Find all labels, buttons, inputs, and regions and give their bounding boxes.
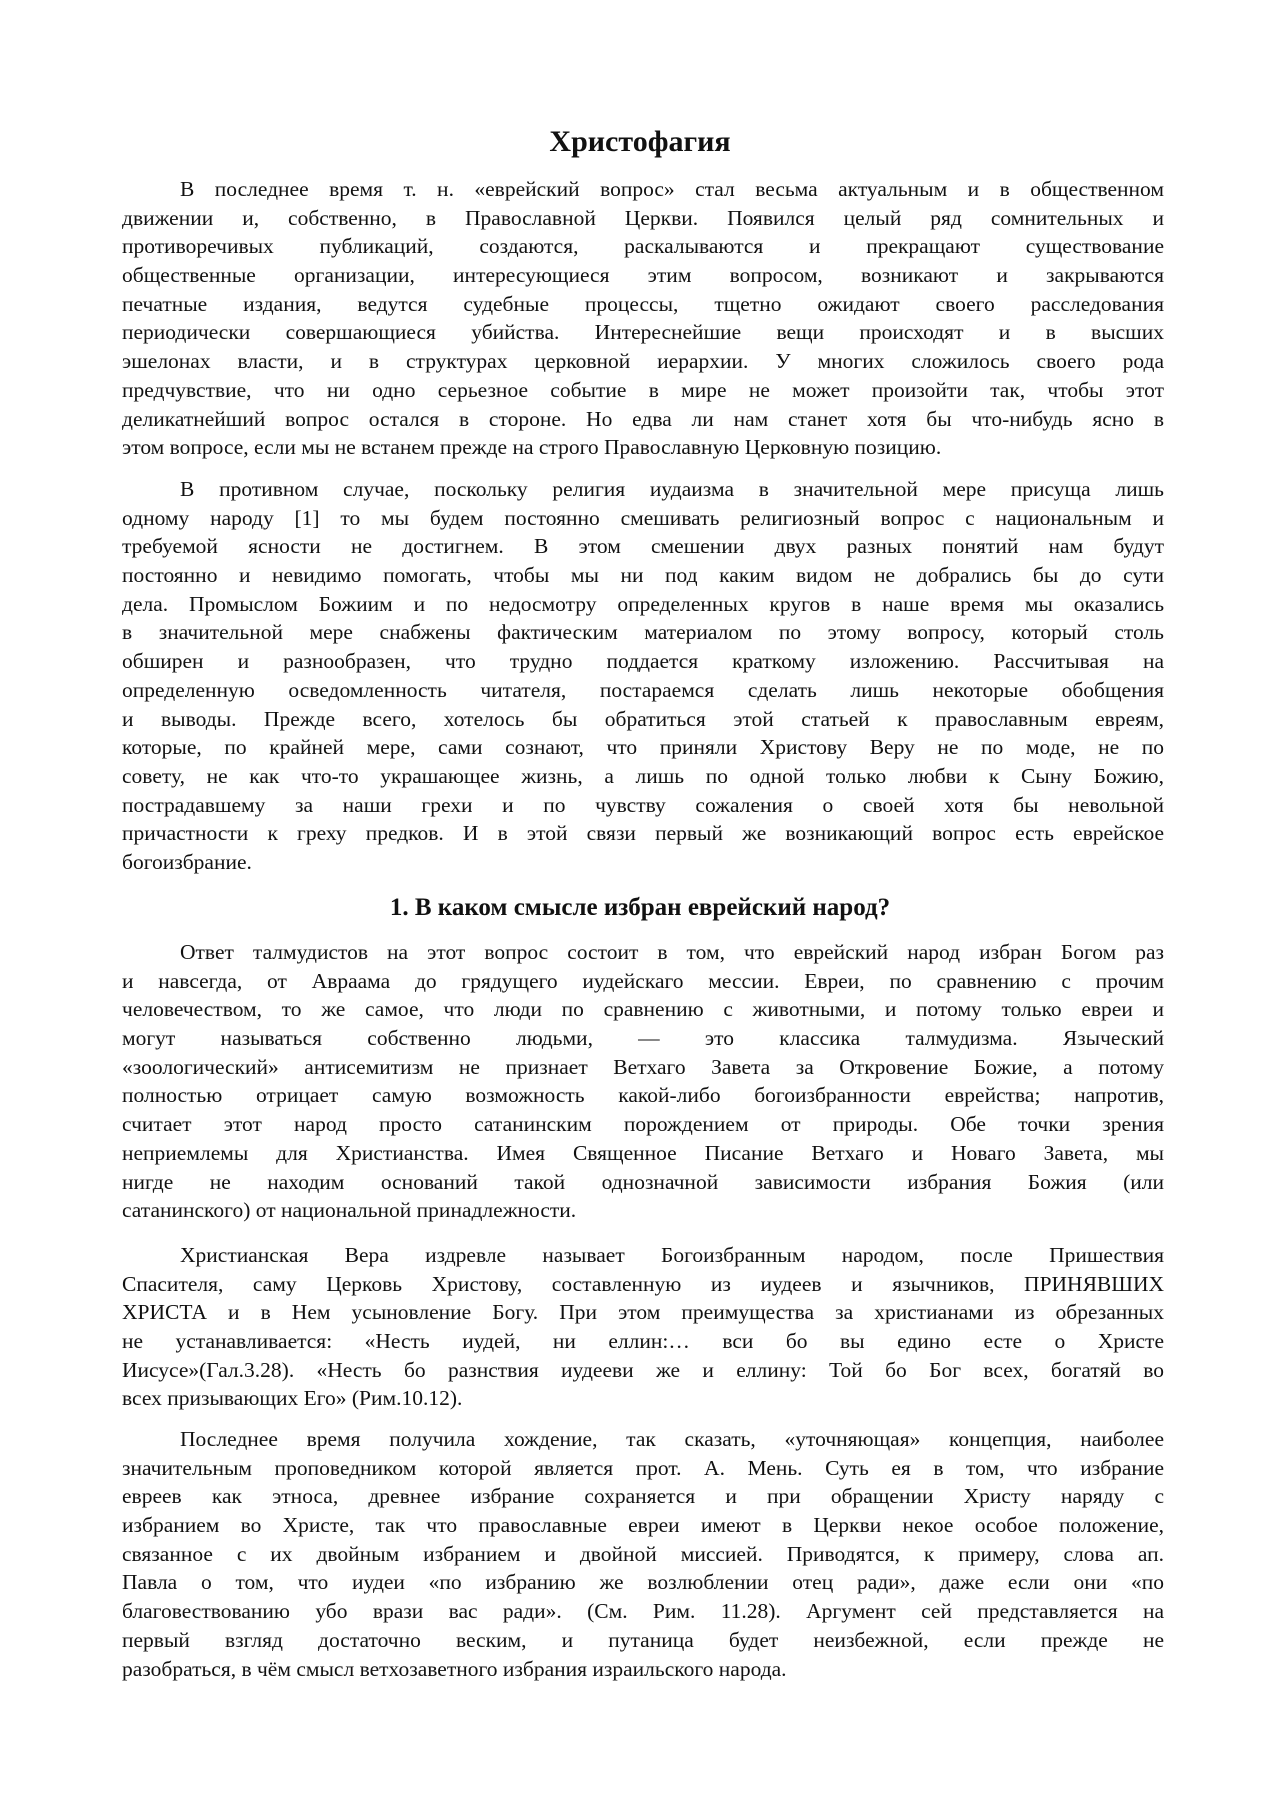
text-line: полностью отрицает самую возможность какой-либо богоизбранности еврейства; напротив, [122, 1083, 1164, 1108]
text-line: требуемой ясности не достигнем. В этом смешении двух разных понятий нам будут [122, 534, 1164, 559]
text-line: В противном случае, поскольку религия иудаизма в значительной мере присуща лишь [180, 477, 1164, 501]
text-line: сатанинского) от национальной принадлежности. [122, 1198, 577, 1223]
text-line: «зоологический» антисемитизм не признает Ветхаго Завета за Откровение Божие, а потому [122, 1054, 1164, 1079]
text-line: избранием во Христе, так что православные евреи имеют в Церкви некое особое положение, [122, 1513, 1164, 1538]
text-line: евреев как этноса, древнее избрание сохраняется и при обращении Христу наряду с [122, 1484, 1164, 1509]
text-line: и выводы. Прежде всего, хотелось бы обратиться этой статьей к православным евреям, [122, 706, 1164, 731]
text-line: обширен и разнообразен, что трудно поддается краткому изложению. Рассчитывая на [122, 649, 1164, 674]
text-line: связанное с их двойным избранием и двойной миссией. Приводятся, к примеру, слова ап. [122, 1541, 1164, 1566]
text-line: разобраться, в чём смысл ветхозаветного избрания израильского народа. [122, 1656, 787, 1681]
text-line: эшелонах власти, и в структурах церковной иерархии. У многих сложилось своего рода [122, 349, 1164, 374]
text-line: и навсегда, от Авраама до грядущего иудейскаго мессии. Евреи, по сравнению с прочим [122, 968, 1164, 993]
text-line: деликатнейший вопрос остался в стороне. Но едва ли нам станет хотя бы что-нибудь ясно в [122, 406, 1164, 431]
text-line: в значительной мере снабжены фактическим материалом по этому вопросу, который столь [122, 620, 1164, 645]
text-line: значительным проповедником которой является прот. А. Мень. Суть ея в том, что избрание [122, 1455, 1164, 1480]
text-line: неприемлемы для Христианства. Имея Священное Писание Ветхаго и Новаго Завета, мы [122, 1140, 1164, 1165]
text-line: этом вопросе, если мы не встанем прежде на строго Православную Церковную позицию. [122, 435, 942, 460]
text-line: В последнее время т. н. «еврейский вопрос» стал весьма актуальным и в общественном [180, 177, 1164, 201]
text-line: не устанавливается: «Несть иудей, ни еллин:… вси бо вы едино есте о Христе [122, 1329, 1164, 1354]
text-line: пострадавшему за наши грехи и по чувству сожаления о своей хотя бы невольной [122, 792, 1164, 817]
text-line: ХРИСТА и в Нем усыновление Богу. При этом преимущества за христианами из обрезанных [122, 1300, 1164, 1325]
document-title: Христофагия [549, 125, 731, 158]
text-line: Иисусе»(Гал.3.28). «Несть бо разнствия иудееви же и еллину: Той бо Бог всех, богатяй во [122, 1357, 1164, 1382]
text-line: которые, по крайней мере, сами сознают, что приняли Христову Веру не по моде, не по [122, 735, 1164, 760]
paragraph-5 [122, 1425, 1164, 1683]
text-line: предчувствие, что ни одно серьезное событие в мире не может произойти так, чтобы этот [122, 377, 1164, 402]
text-line: общественные организации, интересующиеся этим вопросом, возникают и закрываются [122, 263, 1164, 288]
text-line: одному народу [1] то мы будем постоянно смешивать религиозный вопрос с национальным и [122, 505, 1164, 530]
text-line: печатные издания, ведутся судебные процессы, тщетно ожидают своего расследования [122, 291, 1164, 316]
text-line: постоянно и невидимо помогать, чтобы мы ни под каким видом не добрались бы до сути [122, 563, 1164, 588]
paragraph-3 [122, 938, 1164, 1225]
text-line: движении и, собственно, в Православной Церкви. Появился целый ряд сомнительных и [122, 205, 1164, 230]
text-line: дела. Промыслом Божиим и по недосмотру определенных кругов в наше время мы оказались [122, 591, 1164, 616]
text-line: Павла о том, что иудеи «по избранию же возлюблении отец ради», даже если они «по [122, 1570, 1164, 1595]
text-line: Христианская Вера издревле называет Богоизбранным народом, после Пришествия [180, 1243, 1164, 1267]
text-line: совету, не как что-то украшающее жизнь, а лишь по одной только любви к Сыну Божию, [122, 763, 1164, 788]
text-line: всех призывающих Его» (Рим.10.12). [122, 1386, 463, 1411]
text-line: периодически совершающиеся убийства. Интереснейшие вещи происходят и в высших [122, 320, 1164, 345]
section-heading: 1. В каком смысле избран еврейский народ? [389, 894, 891, 921]
text-line: считает этот народ просто сатанинским порождением от природы. Обе точки зрения [122, 1112, 1164, 1137]
paragraph-4 [122, 1241, 1164, 1413]
text-line: Спасителя, саму Церковь Христову, составленную из иудеев и язычников, ПРИНЯВШИХ [122, 1271, 1164, 1296]
paragraph-1 [122, 175, 1164, 462]
text-line: причастности к греху предков. И в этой связи первый же возникающий вопрос есть еврейское [122, 821, 1164, 846]
text-line: богоизбрание. [122, 849, 252, 874]
text-line: Ответ талмудистов на этот вопрос состоит в том, что еврейский народ избран Богом раз [180, 940, 1164, 964]
text-line: нигде не находим оснований такой однозначной зависимости избрания Божия (или [122, 1169, 1164, 1194]
text-line: могут называться собственно людьми, — это классика талмудизма. Языческий [122, 1026, 1164, 1051]
text-line: первый взгляд достаточно веским, и путаница будет неизбежной, если прежде не [122, 1627, 1164, 1652]
paragraph-2 [122, 475, 1164, 877]
text-line: определенную осведомленность читателя, постараемся сделать лишь некоторые обобщения [122, 677, 1164, 702]
text-line: благовествованию убо врази вас ради». (См. Рим. 11.28). Аргумент сей представляется на [122, 1599, 1164, 1624]
text-line: человечеством, то же самое, что люди по сравнению с животными, и потому только евреи и [122, 997, 1164, 1022]
text-line: Последнее время получила хождение, так сказать, «уточняющая» концепция, наиболее [180, 1427, 1164, 1451]
text-line: противоречивых публикаций, создаются, раскалываются и прекращают существование [122, 234, 1164, 259]
